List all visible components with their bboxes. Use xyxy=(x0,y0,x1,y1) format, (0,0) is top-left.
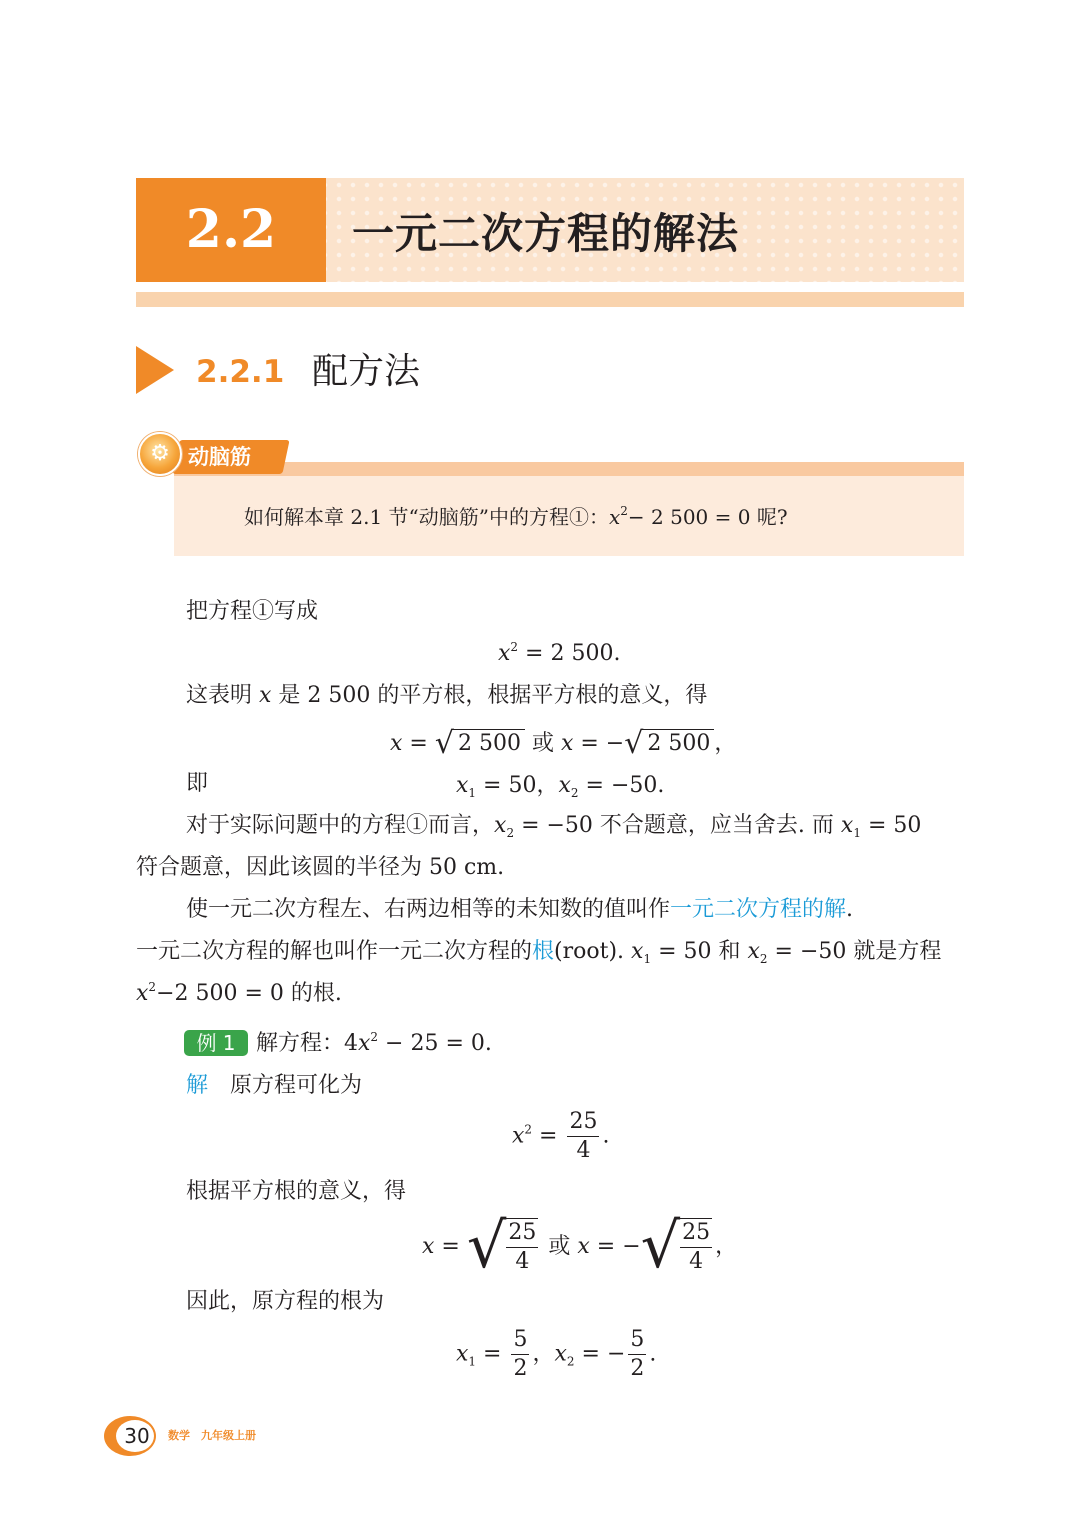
paragraph-8: 因此，原方程的根为 xyxy=(186,1289,385,1314)
paragraph-2: 这表明 x 是 2 500 的平方根，根据平方根的意义，得 xyxy=(186,683,708,708)
page-number: 30 xyxy=(124,1424,150,1448)
footer-book-title: 数学 九年级上册 xyxy=(168,1429,256,1442)
think-box-bar xyxy=(174,462,964,476)
section-number: 2.2 xyxy=(185,199,277,260)
paragraph-3-line-2: 符合题意，因此该圆的半径为 50 cm. xyxy=(136,855,505,880)
subsection-number: 2.2.1 xyxy=(196,354,285,390)
subsection-title: 配方法 xyxy=(312,351,421,392)
solution-line: 解 原方程可化为 xyxy=(186,1073,363,1098)
equation-5: x = √ $\frac{25}{4}$ 或 x = −√ $\frac{25}{4}$ ， xyxy=(422,1209,738,1282)
paragraph-1: 把方程①写成 xyxy=(186,599,319,624)
paragraph-7: 根据平方根的意义，得 xyxy=(186,1179,407,1204)
term-solution: 一元二次方程的解 xyxy=(670,897,847,922)
example-problem: 解方程：$4x^2 - 25 = 0$. xyxy=(256,1030,492,1056)
ji-label: 即 xyxy=(186,771,209,796)
equation-6: $x_1$ = $\frac{5}{2}$ ，$x_2$ = − $\frac{5}{2}$ . xyxy=(456,1327,657,1381)
section-title: 一元二次方程的解法 xyxy=(352,209,740,258)
paragraph-3: 对于实际问题中的方程①而言，$x_2 = -50$ 不合题意，应当舍去. 而 $x_1 = 50$ xyxy=(186,813,922,840)
gear-icon: ⚙ xyxy=(138,432,182,476)
equation-4: $x^2$ = $\frac{25}{4}$ . xyxy=(512,1109,610,1163)
paragraph-4: 使一元二次方程左、右两边相等的未知数的值叫作一元二次方程的解. xyxy=(186,897,854,922)
think-question: 如何解本章 2.1 节“动脑筋”中的方程①：$x^2- 2$ 500 = 0 呢? xyxy=(244,504,788,529)
equation-2: x = √ 2 500 或 x = −√ 2 500 ， xyxy=(390,726,737,761)
think-label: 动脑筋 xyxy=(188,445,251,469)
solution-label: 解 xyxy=(186,1073,209,1098)
term-root: 根 xyxy=(532,939,555,964)
paragraph-5: 一元二次方程的解也叫作一元二次方程的根(root). $x_1 = 50$ 和 $x_2 = -50$ 就是方程 xyxy=(136,939,942,966)
paragraph-6: $x^2-2$ 500 = 0 的根. xyxy=(136,980,342,1006)
equation-1: $x^2 = 2$ 500. xyxy=(498,640,621,666)
play-arrow-icon xyxy=(136,346,174,394)
example-badge: 例 1 xyxy=(184,1030,248,1056)
banner-strip xyxy=(136,292,964,307)
equation-3: $x_1 = 50$，$x_2 = -50$. xyxy=(456,773,665,800)
